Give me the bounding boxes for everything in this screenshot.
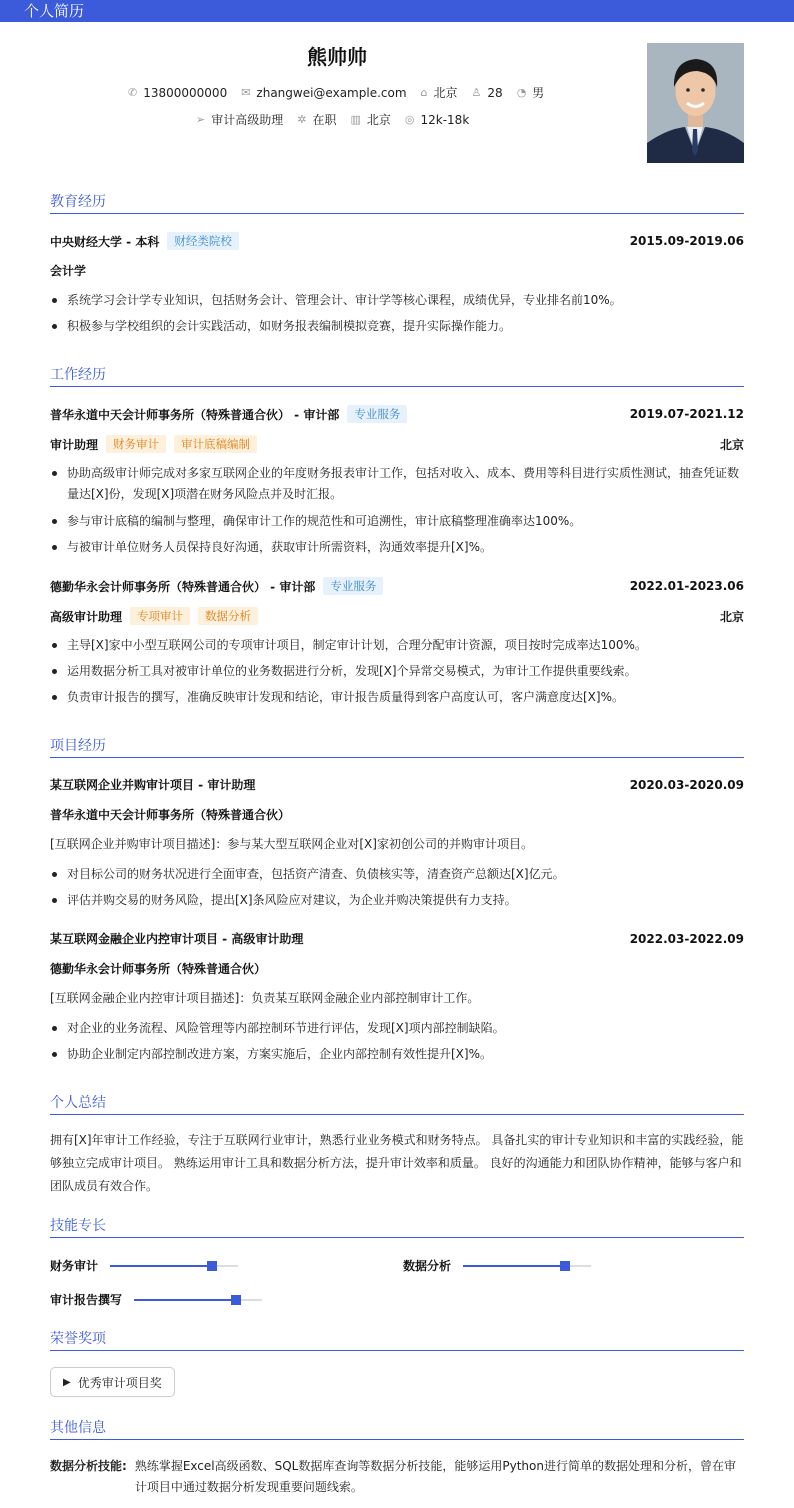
summary-text: 拥有[X]年审计工作经验，专注于互联网行业审计，熟悉行业业务模式和财务特点。 具备扎实的审计专业知识和丰富的实践经验，能够独立完成审计项目。 熟练运用审计工具和数据分析方法，提升审计效率和质量。 良好的沟通能力和团队协作精神，能够与客户和团队成员有效合作。 <box>50 1133 744 1193</box>
phone: 13800000000 <box>143 85 228 100</box>
section-title-awards: 荣誉奖项 <box>50 1328 744 1351</box>
project-org: 德勤华永会计师事务所（特殊普通合伙） <box>50 962 267 976</box>
company-name: 德勤华永会计师事务所（特殊普通合伙） - 审计部 <box>50 579 316 594</box>
page-title: 个人简历 <box>24 2 85 20</box>
school-name: 中央财经大学 - 本科 <box>50 234 160 249</box>
skill-name: 审计报告撰写 <box>50 1293 123 1307</box>
role-tag: 财务审计 <box>106 435 166 453</box>
project-name: 某互联网金融企业内控审计项目 - 高级审计助理 <box>50 932 304 946</box>
list-item: 对目标公司的财务状况进行全面审查，包括资产清查、负债核实等，清查资产总额达[X]亿元。 <box>50 864 744 885</box>
industry-tag: 专业服务 <box>347 405 407 423</box>
job-status: 在职 <box>312 113 337 127</box>
skill-name: 数据分析 <box>403 1259 452 1273</box>
list-item: 对企业的业务流程、风险管理等内部控制环节进行评估，发现[X]项内部控制缺陷。 <box>50 1018 744 1039</box>
project-description: [互联网企业并购审计项目描述]：参与某大型互联网企业对[X]家初创公司的并购审计项目。 <box>50 837 533 851</box>
building-icon: ▥ <box>350 113 361 126</box>
email: zhangwei@example.com <box>256 85 407 100</box>
list-item: 系统学习会计学专业知识，包括财务会计、管理会计、审计学等核心课程，成绩优异，专业排名前10%。 <box>50 290 744 311</box>
role-row <box>50 607 744 625</box>
award-item-button[interactable] <box>50 1367 175 1397</box>
project-name: 某互联网企业并购审计项目 - 审计助理 <box>50 778 256 792</box>
top-bar <box>0 0 794 22</box>
section-title-other: 其他信息 <box>50 1417 744 1440</box>
project-org-row <box>50 960 744 977</box>
list-item: 参与审计底稿的编制与整理，确保审计工作的规范性和可追溯性，审计底稿整理准确率达100%。 <box>50 511 744 532</box>
project-org: 普华永道中天会计师事务所（特殊普通合伙） <box>50 808 291 822</box>
age: 28 <box>487 85 503 100</box>
contact-row <box>128 84 558 101</box>
skill-level-bar <box>463 1265 591 1267</box>
work-location: 北京 <box>719 437 744 452</box>
section-title-education: 教育经历 <box>50 191 744 214</box>
list-item: 运用数据分析工具对被审计单位的业务数据进行分析，发现[X]个异常交易模式，为审计工作提供重要线索。 <box>50 661 744 682</box>
list-item: 主导[X]家中小型互联网公司的专项审计项目，制定审计计划，合理分配审计资源，项目按时完成率达100%。 <box>50 635 744 656</box>
other-label: 数据分析技能: <box>50 1459 127 1473</box>
home-icon: ⌂ <box>420 86 428 99</box>
play-icon: ▶ <box>63 1376 71 1388</box>
city: 北京 <box>433 86 458 100</box>
phone-icon: ✆ <box>128 86 138 99</box>
education-period: 2015.09-2019.06 <box>629 234 744 248</box>
role: 审计助理 <box>50 437 99 452</box>
project-header <box>50 776 744 793</box>
other-text: 熟练掌握Excel高级函数、SQL数据库查询等数据分析技能，能够运用Python进行简单的数据处理和分析，曾在审计项目中通过数据分析发现重要问题线索。 <box>134 1459 736 1494</box>
industry-tag: 专业服务 <box>323 577 383 595</box>
profile-name: 熊帅帅 <box>307 45 367 69</box>
list-item: 负责审计报告的撰写，准确反映审计发现和结论，审计报告质量得到客户高度认可，客户满意度达[X]%。 <box>50 687 744 708</box>
role-tag: 审计底稿编制 <box>174 435 257 453</box>
award-label: 优秀审计项目奖 <box>77 1375 162 1390</box>
status-icon: ✲ <box>297 113 307 126</box>
target-city: 北京 <box>366 113 391 127</box>
list-item: 积极参与学校组织的会计实践活动，如财务报表编制模拟竞赛，提升实际操作能力。 <box>50 316 744 337</box>
major-row <box>50 262 744 279</box>
send-icon: ➢ <box>196 113 206 126</box>
gender: 男 <box>532 86 545 100</box>
project-org-row <box>50 806 744 823</box>
skill-item <box>50 1291 262 1308</box>
list-item: 与被审计单位财务人员保持良好沟通，获取审计所需资料，沟通效率提升[X]%。 <box>50 537 744 558</box>
work-period: 2019.07-2021.12 <box>629 407 744 421</box>
age-icon: ♙ <box>471 86 482 99</box>
work-period: 2022.01-2023.06 <box>629 579 744 593</box>
role-row <box>50 435 744 453</box>
target-position: 审计高级助理 <box>211 113 284 127</box>
education-header <box>50 232 744 250</box>
work-location: 北京 <box>719 609 744 624</box>
project-header <box>50 930 744 947</box>
skill-item <box>50 1257 238 1274</box>
section-title-summary: 个人总结 <box>50 1092 744 1115</box>
job-intent-row <box>196 111 483 128</box>
section-title-skills: 技能专长 <box>50 1215 744 1238</box>
skill-name: 财务审计 <box>50 1259 99 1273</box>
section-title-work: 工作经历 <box>50 364 744 387</box>
skill-level-bar <box>134 1299 262 1301</box>
list-item: 协助高级审计师完成对多家互联网企业的年度财务报表审计工作，包括对收入、成本、费用等科目进行实质性测试，抽查凭证数量达[X]份，发现[X]项潜在财务风险点并及时汇报。 <box>50 463 744 505</box>
section-title-projects: 项目经历 <box>50 735 744 758</box>
work-header <box>50 405 744 423</box>
list-item: 评估并购交易的财务风险，提出[X]条风险应对建议，为企业并购决策提供有力支持。 <box>50 890 744 911</box>
list-item: 协助企业制定内部控制改进方案，方案实施后，企业内部控制有效性提升[X]%。 <box>50 1044 744 1065</box>
other-info-row <box>50 1456 744 1498</box>
skill-level-bar <box>110 1265 238 1267</box>
gender-icon: ◔ <box>516 86 527 99</box>
skill-item <box>403 1257 591 1274</box>
major: 会计学 <box>50 264 87 278</box>
project-description: [互联网金融企业内控审计项目描述]：负责某互联网金融企业内部控制审计工作。 <box>50 991 480 1005</box>
salary-icon: ◎ <box>404 113 415 126</box>
role-tag: 专项审计 <box>130 607 190 625</box>
role-tag: 数据分析 <box>198 607 258 625</box>
salary: 12k-18k <box>420 112 470 127</box>
company-name: 普华永道中天会计师事务所（特殊普通合伙） - 审计部 <box>50 407 340 422</box>
avatar <box>647 43 744 163</box>
project-period: 2022.03-2022.09 <box>629 931 744 946</box>
mail-icon: ✉ <box>241 86 251 99</box>
project-period: 2020.03-2020.09 <box>629 777 744 792</box>
school-tag: 财经类院校 <box>167 232 239 250</box>
role: 高级审计助理 <box>50 609 123 624</box>
work-header <box>50 577 744 595</box>
